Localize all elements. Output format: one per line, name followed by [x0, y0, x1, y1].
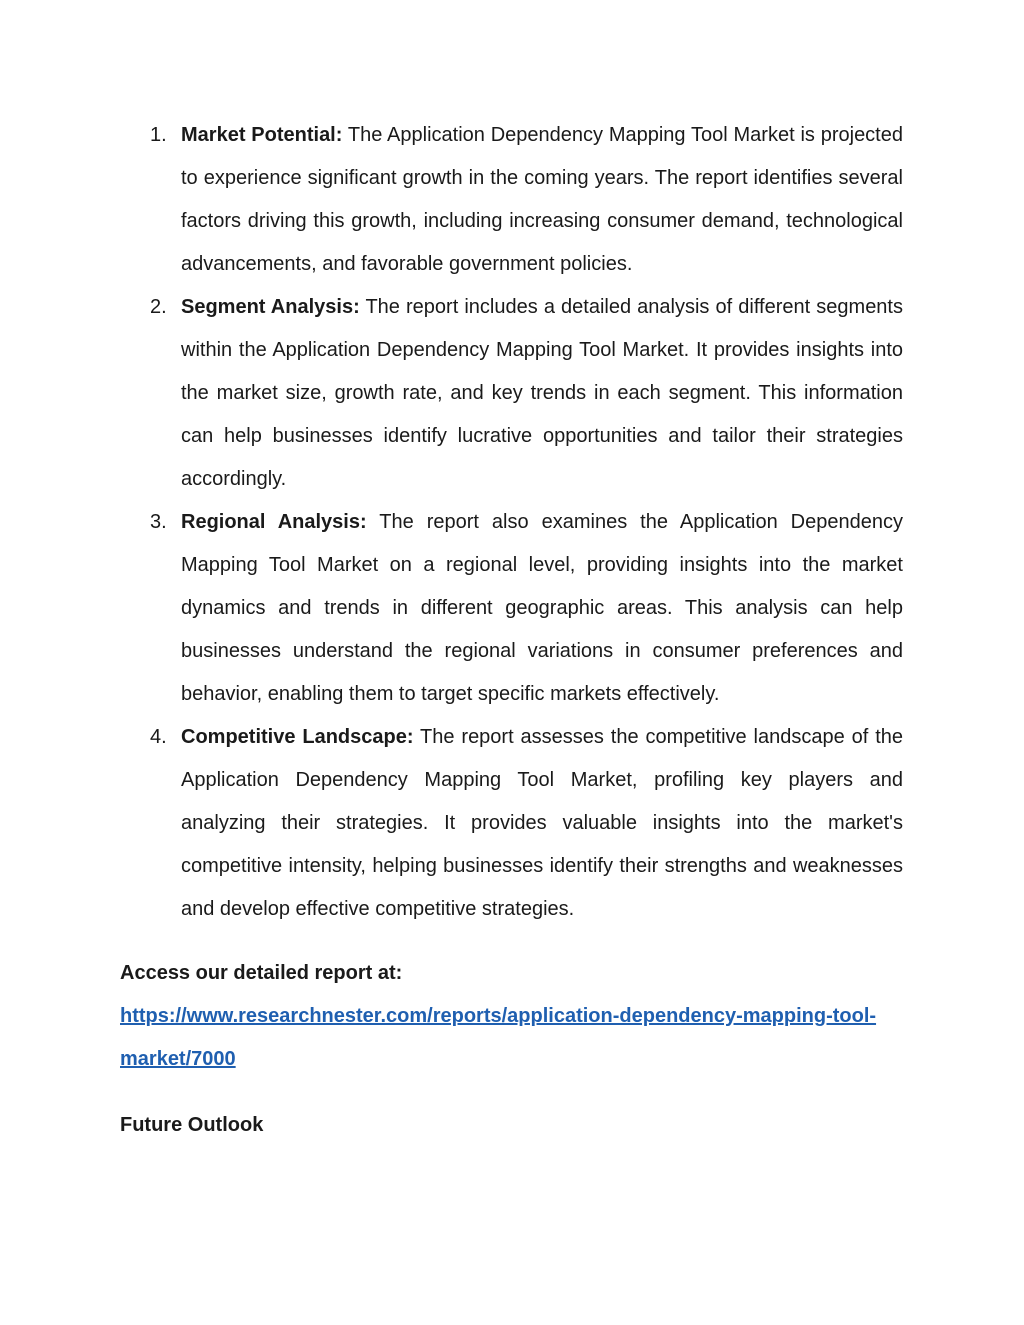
list-number: 4. [150, 726, 167, 748]
list-term: Regional Analysis: [181, 511, 367, 533]
list-number: 1. [150, 124, 167, 146]
list-text: The report includes a detailed analysis of different segments within the Application Dependency Mapping Tool Market. It provides insights into the market size, growth rate, and key trends in each segment. This information can help businesses identify lucrative opportunities and tailor their strategies accordingly. [181, 296, 903, 490]
list-item [120, 114, 903, 286]
list-number: 2. [150, 296, 167, 318]
access-report-section [120, 952, 903, 1081]
future-outlook-heading: Future Outlook [120, 1114, 264, 1136]
report-link[interactable]: https://www.researchnester.com/reports/application-dependency-mapping-tool-market/7000 [120, 1005, 877, 1070]
access-heading: Access our detailed report at: [120, 962, 403, 984]
list-term: Segment Analysis: [181, 296, 360, 318]
list-item [120, 501, 903, 716]
list-item [120, 716, 903, 931]
list-text: The report also examines the Application Dependency Mapping Tool Market on a regional level, providing insights into the market dynamics and trends in different geographic areas. This analysis can help businesses understand the regional variations in consumer preferences and behavior, enabling them to target specific markets effectively. [181, 511, 903, 705]
list-text: The report assesses the competitive landscape of the Application Dependency Mapping Tool Market, profiling key players and analyzing their strategies. It provides valuable insights into the market's competitive intensity, helping businesses identify their strengths and weaknesses and develop effective competitive strategies. [181, 726, 903, 920]
list-term: Competitive Landscape: [181, 726, 414, 748]
list-text: The Application Dependency Mapping Tool Market is projected to experience significant growth in the coming years. The report identifies several factors driving this growth, including increasing consumer demand, technological advancements, and favorable government policies. [181, 124, 903, 275]
list-number: 3. [150, 511, 167, 533]
list-item [120, 286, 903, 501]
analysis-list [120, 114, 903, 931]
list-term: Market Potential: [181, 124, 343, 146]
